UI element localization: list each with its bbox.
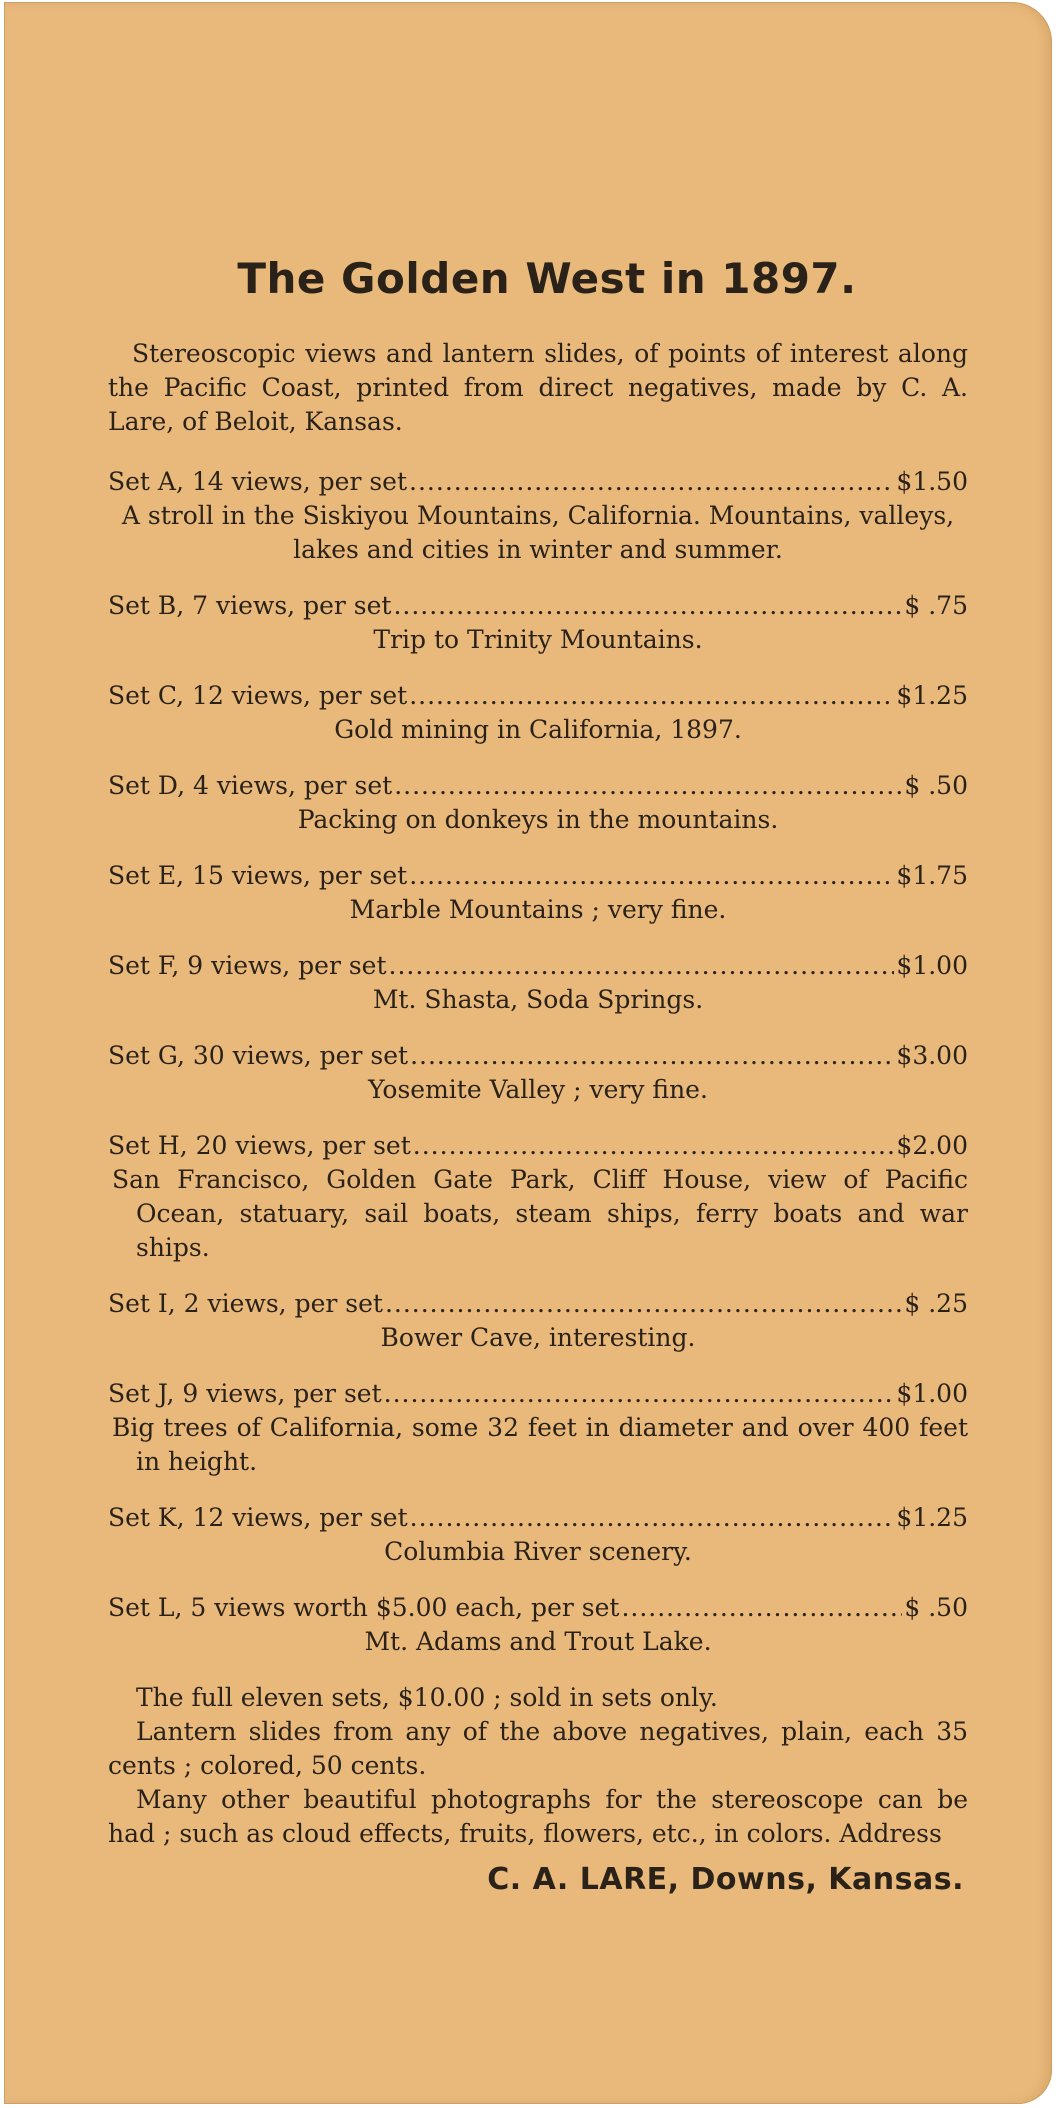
set-entry-c xyxy=(108,679,968,747)
set-price: $ .50 xyxy=(904,771,968,800)
dot-leader xyxy=(413,1129,895,1163)
dot-leader xyxy=(393,589,902,623)
set-description: Mt. Adams and Trout Lake. xyxy=(364,1627,712,1656)
set-price: $1.00 xyxy=(896,1379,968,1408)
set-line xyxy=(108,1039,968,1073)
set-price: $1.00 xyxy=(896,951,968,980)
set-line xyxy=(108,1377,968,1411)
set-description: A stroll in the Siskiyou Mountains, California. Mountains, valleys, lakes and cities in winter and summer. xyxy=(121,501,955,564)
set-name: Set K, 12 views, per set xyxy=(108,1503,408,1532)
footer-notes xyxy=(108,1681,968,1897)
set-line xyxy=(108,949,968,983)
set-description: Trip to Trinity Mountains. xyxy=(373,625,703,654)
set-entry-k xyxy=(108,1501,968,1569)
set-name: Set C, 12 views, per set xyxy=(108,681,408,710)
set-entry-d xyxy=(108,769,968,837)
set-line xyxy=(108,1591,968,1625)
dot-leader xyxy=(621,1591,902,1625)
set-line xyxy=(108,1287,968,1321)
set-line xyxy=(108,769,968,803)
set-description: Packing on donkeys in the mountains. xyxy=(297,805,779,834)
set-price: $1.50 xyxy=(896,467,968,496)
card-content xyxy=(108,254,968,1897)
set-entry-e xyxy=(108,859,968,927)
set-line xyxy=(108,1129,968,1163)
set-entry-g xyxy=(108,1039,968,1107)
set-description: Mt. Shasta, Soda Springs. xyxy=(372,985,704,1014)
set-line xyxy=(108,679,968,713)
dot-leader xyxy=(409,679,894,713)
other-photographs-note: Many other beautiful photographs for the stereoscope can be had ; such as cloud effects, fruits, flowers, etc., in colors. Address xyxy=(108,1785,968,1848)
set-price: $2.00 xyxy=(896,1131,968,1160)
set-name: Set B, 7 views, per set xyxy=(108,591,392,620)
set-entry-i xyxy=(108,1287,968,1355)
dot-leader xyxy=(409,465,894,499)
set-line xyxy=(108,589,968,623)
set-description: Yosemite Valley ; very fine. xyxy=(368,1075,708,1104)
set-entry-a xyxy=(108,465,968,567)
set-entry-b xyxy=(108,589,968,657)
set-name: Set A, 14 views, per set xyxy=(108,467,408,496)
set-price: $ .25 xyxy=(904,1289,968,1318)
dot-leader xyxy=(410,1501,895,1535)
intro-paragraph: Stereoscopic views and lantern slides, of points of interest along the Pacific Coast, printed from direct negatives, made by C. A. Lare, of Beloit, Kansas. xyxy=(108,339,968,436)
dot-leader xyxy=(385,1287,902,1321)
set-description: Columbia River scenery. xyxy=(384,1537,692,1566)
set-name: Set J, 9 views, per set xyxy=(108,1379,382,1408)
set-entry-f xyxy=(108,949,968,1017)
set-name: Set F, 9 views, per set xyxy=(108,951,387,980)
set-price: $ .75 xyxy=(904,591,968,620)
dot-leader xyxy=(394,769,902,803)
card-title: The Golden West in 1897. xyxy=(237,254,857,303)
dot-leader xyxy=(410,1039,894,1073)
set-description: San Francisco, Golden Gate Park, Cliff House, view of Pacific Ocean, statuary, sail boats, steam ships, ferry boats and war ships. xyxy=(112,1165,968,1262)
set-price: $1.75 xyxy=(896,861,968,890)
dot-leader xyxy=(409,859,894,893)
set-name: Set E, 15 views, per set xyxy=(108,861,408,890)
set-name: Set L, 5 views worth $5.00 each, per set xyxy=(108,1593,620,1622)
set-description: Gold mining in California, 1897. xyxy=(334,715,742,744)
set-line xyxy=(108,859,968,893)
set-entry-j xyxy=(108,1377,968,1479)
set-name: Set H, 20 views, per set xyxy=(108,1131,411,1160)
full-sets-note: The full eleven sets, $10.00 ; sold in sets only. xyxy=(136,1683,718,1712)
set-price: $ .50 xyxy=(904,1593,968,1622)
set-name: Set I, 2 views, per set xyxy=(108,1289,383,1318)
set-name: Set D, 4 views, per set xyxy=(108,771,393,800)
set-name: Set G, 30 views, per set xyxy=(108,1041,409,1070)
set-description: Marble Mountains ; very fine. xyxy=(349,895,727,924)
dot-leader xyxy=(384,1377,895,1411)
set-entry-h xyxy=(108,1129,968,1265)
set-price: $1.25 xyxy=(896,681,968,710)
price-list-card xyxy=(4,2,1052,2104)
set-entry-l xyxy=(108,1591,968,1659)
set-description: Bower Cave, interesting. xyxy=(380,1323,696,1352)
set-line xyxy=(108,465,968,499)
dot-leader xyxy=(389,949,895,983)
set-line xyxy=(108,1501,968,1535)
set-price: $3.00 xyxy=(896,1041,968,1070)
set-price: $1.25 xyxy=(896,1503,968,1532)
address-line: C. A. LARE, Downs, Kansas. xyxy=(487,1862,964,1897)
lantern-slides-note: Lantern slides from any of the above negatives, plain, each 35 cents ; colored, 50 cents. xyxy=(108,1717,968,1780)
set-description: Big trees of California, some 32 feet in diameter and over 400 feet in height. xyxy=(112,1413,968,1476)
